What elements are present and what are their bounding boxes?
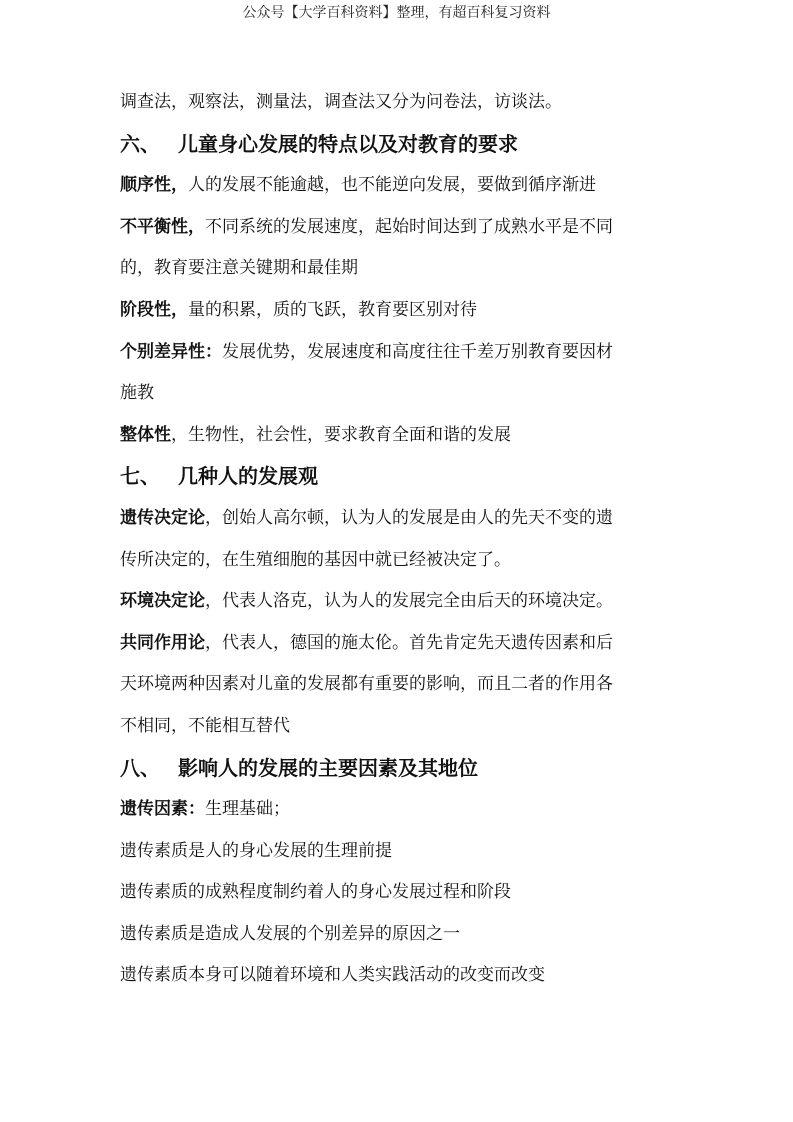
paragraph-line: 传所决定的，在生殖细胞的基因中就已经被决定了。 [120,549,511,570]
paragraph-line [120,623,680,665]
section-7-title: 几种人的发展观 [178,464,318,489]
intro-line: 调查法，观察法，测量法，调查法又分为问卷法，访谈法。 [120,92,562,112]
paragraph-line: 天环境两种因素对儿童的发展都有重要的影响，而且二者的作用各 [120,674,613,695]
term: 阶段性， [120,299,188,320]
paragraph-line [120,581,680,623]
description: ，生物性，社会性，要求教育全面和谐的发展 [171,424,511,445]
paragraph-line [120,207,680,249]
paragraph-line: 施教 [120,383,154,404]
term: 不平衡性， [120,216,205,237]
paragraph-line: 遗传素质是造成人发展的个别差异的原因之一 [120,923,460,944]
term: 顺序性， [120,175,188,196]
paragraph-line [120,789,680,831]
description: ，代表人洛克，认为人的发展完全由后天的环境决定。 [205,591,613,612]
term: 个别差异性： [120,341,222,362]
paragraph-line: 的，教育要注意关键期和最佳期 [120,258,358,279]
term: 遗传因素： [120,799,205,820]
term: 环境决定论 [120,591,205,612]
description: ，代表人，德国的施太伦。首先肯定先天遗传因素和后 [205,632,613,653]
description: 不同系统的发展速度，起始时间达到了成熟水平是不同 [205,216,613,237]
paragraph-line [120,290,680,332]
section-8-heading [120,748,680,790]
section-8-title: 影响人的发展的主要因素及其地位 [178,755,478,780]
paragraph-line: 遗传素质本身可以随着环境和人类实践活动的改变而改变 [120,965,545,986]
term: 共同作用论 [120,632,205,653]
document-body [120,82,680,997]
paragraph-line: 遗传素质的成熟程度制约着人的身心发展过程和阶段 [120,882,511,903]
section-6-heading [120,124,680,166]
description: ，创始人高尔顿，认为人的发展是由人的先天不变的遗 [205,507,613,528]
paragraph-line [120,415,680,457]
paragraph-line [120,498,680,540]
page-header: 公众号【大学百科资料】整理，有超百科复习资料 [242,5,551,21]
section-7-number: 七、 [120,464,160,489]
description: 生理基础； [205,799,290,820]
paragraph-line [120,332,680,374]
section-6-title: 儿童身心发展的特点以及对教育的要求 [178,131,518,156]
section-8-number: 八、 [120,755,160,780]
term: 整体性 [120,424,171,445]
term: 遗传决定论 [120,507,205,528]
paragraph-line [120,165,680,207]
description: 发展优势，发展速度和高度往往千差万别教育要因材 [222,341,613,362]
section-7-heading [120,456,680,498]
description: 人的发展不能逾越，也不能逆向发展，要做到循序渐进 [188,175,596,196]
paragraph-line: 不相同，不能相互替代 [120,715,290,736]
description: 量的积累，质的飞跃，教育要区别对待 [188,299,477,320]
section-6-number: 六、 [120,131,160,156]
paragraph-line: 遗传素质是人的身心发展的生理前提 [120,840,392,861]
